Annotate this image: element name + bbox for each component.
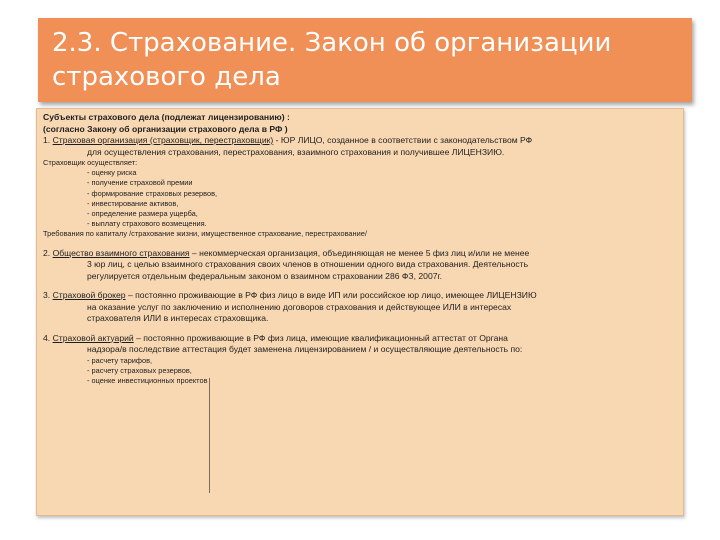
content-panel <box>36 108 684 516</box>
slide-title: 2.3. Страхование. Закон об организации страхового дела <box>52 28 612 92</box>
capital-requirements: Требования по капиталу /страхование жизни, имущественное страхование, перестрахование/ <box>43 229 367 239</box>
list-item: - расчету страховых резервов, <box>87 365 192 375</box>
item-1-number: 1. <box>43 135 51 145</box>
item-3-term: Страховой брокер <box>52 290 126 301</box>
item-3 <box>43 290 677 302</box>
item-1-rest: - ЮР ЛИЦО, созданное в соответствии с законодательством РФ <box>273 135 533 145</box>
actuary-tasks-list <box>43 356 677 387</box>
list-item: - расчету тарифов, <box>87 355 153 365</box>
list-item: - получение страховой премии <box>87 178 193 188</box>
list-item: - выплату страхового возмещения. <box>87 219 207 229</box>
list-item: - оценке инвестиционных проектов <box>87 376 208 386</box>
item-3-number: 3. <box>43 290 51 301</box>
item-4-rest: – постоянно проживающие в РФ физ лица, имеющие квалификационный аттестат от Органа <box>133 332 508 343</box>
insurer-duties-list <box>43 168 677 229</box>
divider-line <box>209 378 210 493</box>
item-3-line-2: на оказание услуг по заключению и исполнению договоров страхования и действующее ИЛИ в интересах <box>87 301 512 312</box>
item-4 <box>43 333 677 345</box>
list-item: - формирование страховых резервов, <box>87 188 218 198</box>
item-3-rest: – постоянно проживающие в РФ физ лицо в виде ИП или российское юр лицо, имеющее ЛИЦЕНЗИЮ <box>125 290 537 301</box>
list-item: - инвестирование активов, <box>87 198 179 208</box>
item-4-line-2: надзора/в последствие аттестация будет заменена лицензированием / и осуществляющие деятельность по: <box>87 344 523 355</box>
item-2-line-3: регулируется отдельным федеральным законом о взаимном страховании 286 ФЗ, 2007г. <box>87 270 442 281</box>
slide-title-box <box>38 18 692 102</box>
item-4-term: Страховой актуарий <box>52 332 134 343</box>
item-1 <box>43 135 677 147</box>
intro-line-2: (согласно Закону об организации страхового дела в РФ ) <box>43 123 288 134</box>
item-3-line-3: страхователя ИЛИ в интересах страховщика. <box>87 313 269 324</box>
item-2 <box>43 248 677 260</box>
item-2-line-2: 3 юр лиц, с целью взаимного страхования своих членов в отношении одного вида страхования. Деятельность <box>87 259 529 270</box>
item-1-term: Страховая организация (страховщик, перестраховщик) <box>52 135 274 145</box>
item-1-line-2: для осуществления страхования, перестрахования, взаимного страхования и получившее ЛИЦЕНЗИЮ. <box>87 146 505 157</box>
list-item: - оценку риска <box>87 168 137 178</box>
item-2-term: Общество взаимного страхования <box>52 247 190 258</box>
item-2-rest: – некоммерческая организация, объединяющая не менее 5 физ лиц и/или не менее <box>189 247 530 258</box>
intro-line-1: Субъекты страхового дела (подлежат лицензированию) : <box>43 112 290 122</box>
item-4-number: 4. <box>43 332 51 343</box>
insurer-duties-heading: Страховщик осуществляет: <box>43 158 138 167</box>
item-2-number: 2. <box>43 247 51 258</box>
list-item: - определение размера ущерба, <box>87 209 198 219</box>
